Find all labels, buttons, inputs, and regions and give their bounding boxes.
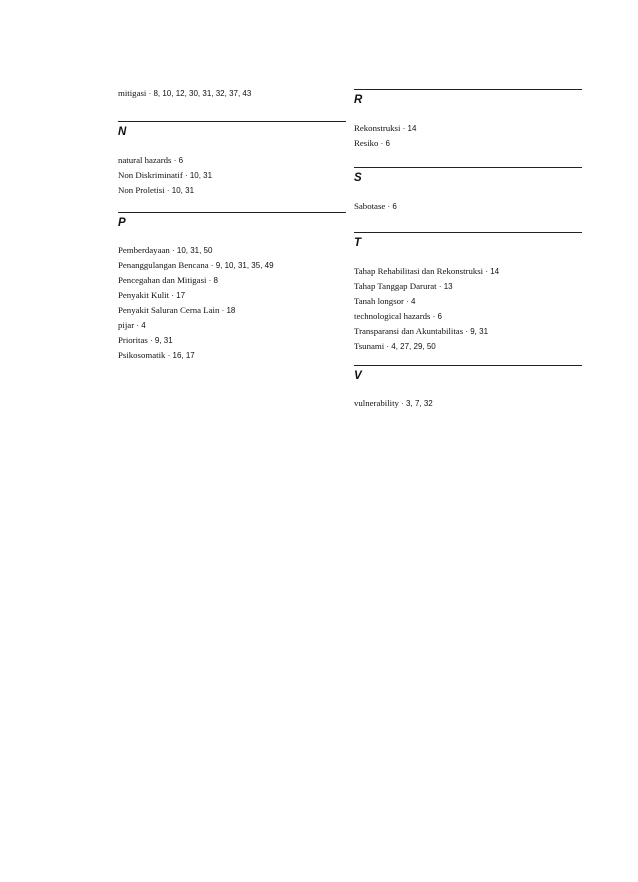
index-term: Penyakit Kulit	[118, 290, 170, 300]
index-list-n	[118, 153, 212, 198]
section-letter: S	[354, 172, 362, 184]
index-term: Sabotase	[354, 201, 386, 211]
index-list-v	[354, 396, 433, 411]
index-pages: · 6	[173, 156, 184, 165]
index-list-t	[354, 264, 499, 354]
index-term: Pemberdayaan	[118, 245, 170, 255]
section-letter: R	[354, 94, 363, 106]
index-entry	[354, 136, 416, 151]
index-pages: · 17	[171, 291, 186, 300]
index-term: Non Proletisi	[118, 185, 165, 195]
index-pages: · 18	[221, 306, 236, 315]
index-term: natural hazards	[118, 155, 172, 165]
index-entry	[118, 318, 274, 333]
index-pages: · 6	[380, 139, 390, 148]
index-entry	[118, 258, 274, 273]
index-list-s	[354, 199, 397, 214]
index-pages: · 4	[136, 321, 146, 330]
index-entry	[118, 168, 212, 183]
index-entry	[354, 199, 397, 214]
section-rule	[118, 121, 346, 122]
index-section-r	[354, 89, 582, 106]
index-entry	[354, 279, 499, 294]
index-entry	[354, 324, 499, 339]
index-term: Tsunami	[354, 341, 385, 351]
index-term: vulnerability	[354, 398, 399, 408]
index-entry	[354, 396, 433, 411]
index-term: Pencegahan dan Mitigasi	[118, 275, 207, 285]
index-pages: · 6	[432, 312, 442, 321]
index-term: mitigasi	[118, 88, 147, 98]
index-pages: · 14	[402, 124, 417, 133]
index-pages: · 9, 10, 31, 35, 49	[210, 261, 274, 270]
index-pages: · 14	[485, 267, 500, 276]
index-entry	[118, 273, 274, 288]
index-pages: · 4	[406, 297, 416, 306]
index-entry	[354, 264, 499, 279]
index-section-n	[118, 121, 346, 138]
index-entry	[118, 303, 274, 318]
index-term: Rekonstruksi	[354, 123, 401, 133]
index-entry	[354, 294, 499, 309]
index-pages: · 16, 17	[167, 351, 195, 360]
index-section-t	[354, 232, 582, 249]
index-term: technological hazards	[354, 311, 431, 321]
index-pages: · 3, 7, 32	[401, 399, 433, 408]
index-term: Penanggulangan Bencana	[118, 260, 209, 270]
index-term: Tahap Rehabilitasi dan Rekonstruksi	[354, 266, 484, 276]
index-pages: · 6	[387, 202, 397, 211]
index-pages: · 8	[208, 276, 218, 285]
index-entry	[118, 333, 274, 348]
section-rule	[354, 232, 582, 233]
index-pages: · 10, 31	[184, 171, 213, 180]
index-term: Prioritas	[118, 335, 148, 345]
section-rule	[118, 212, 346, 213]
index-pages: · 8, 10, 12, 30, 31, 32, 37, 43	[148, 89, 252, 98]
section-rule	[354, 89, 582, 90]
index-entry	[354, 309, 499, 324]
index-pages: · 13	[438, 282, 453, 291]
index-term: Psikosomatik	[118, 350, 166, 360]
section-rule	[354, 365, 582, 366]
index-pages: · 9, 31	[465, 327, 489, 336]
index-entry	[118, 183, 212, 198]
index-list-r	[354, 121, 416, 151]
index-entry	[118, 243, 274, 258]
index-pages: · 10, 31, 50	[171, 246, 213, 255]
section-letter: P	[118, 217, 126, 229]
section-rule	[354, 167, 582, 168]
index-section-p	[118, 212, 346, 229]
index-entry	[354, 121, 416, 136]
index-term: Tanah longsor	[354, 296, 404, 306]
index-pages: · 10, 31	[166, 186, 195, 195]
index-pages: · 9, 31	[150, 336, 173, 345]
section-letter: N	[118, 126, 127, 138]
section-letter: T	[354, 237, 362, 249]
index-entry	[118, 153, 212, 168]
index-entry	[118, 348, 274, 363]
index-term: Penyakit Saluran Cerna Lain	[118, 305, 220, 315]
index-term: Transparansi dan Akuntabilitas	[354, 326, 464, 336]
index-term: Tahap Tanggap Darurat	[354, 281, 437, 291]
index-term: pijar	[118, 320, 135, 330]
index-section-s	[354, 167, 582, 184]
index-pages: · 4, 27, 29, 50	[386, 342, 436, 351]
section-letter: V	[354, 370, 362, 382]
index-term: Non Diskriminatif	[118, 170, 183, 180]
index-term: Resiko	[354, 138, 379, 148]
index-entry	[118, 86, 251, 101]
index-list-p	[118, 243, 274, 363]
index-entry	[118, 288, 274, 303]
index-section-v	[354, 365, 582, 382]
index-entry	[354, 339, 499, 354]
